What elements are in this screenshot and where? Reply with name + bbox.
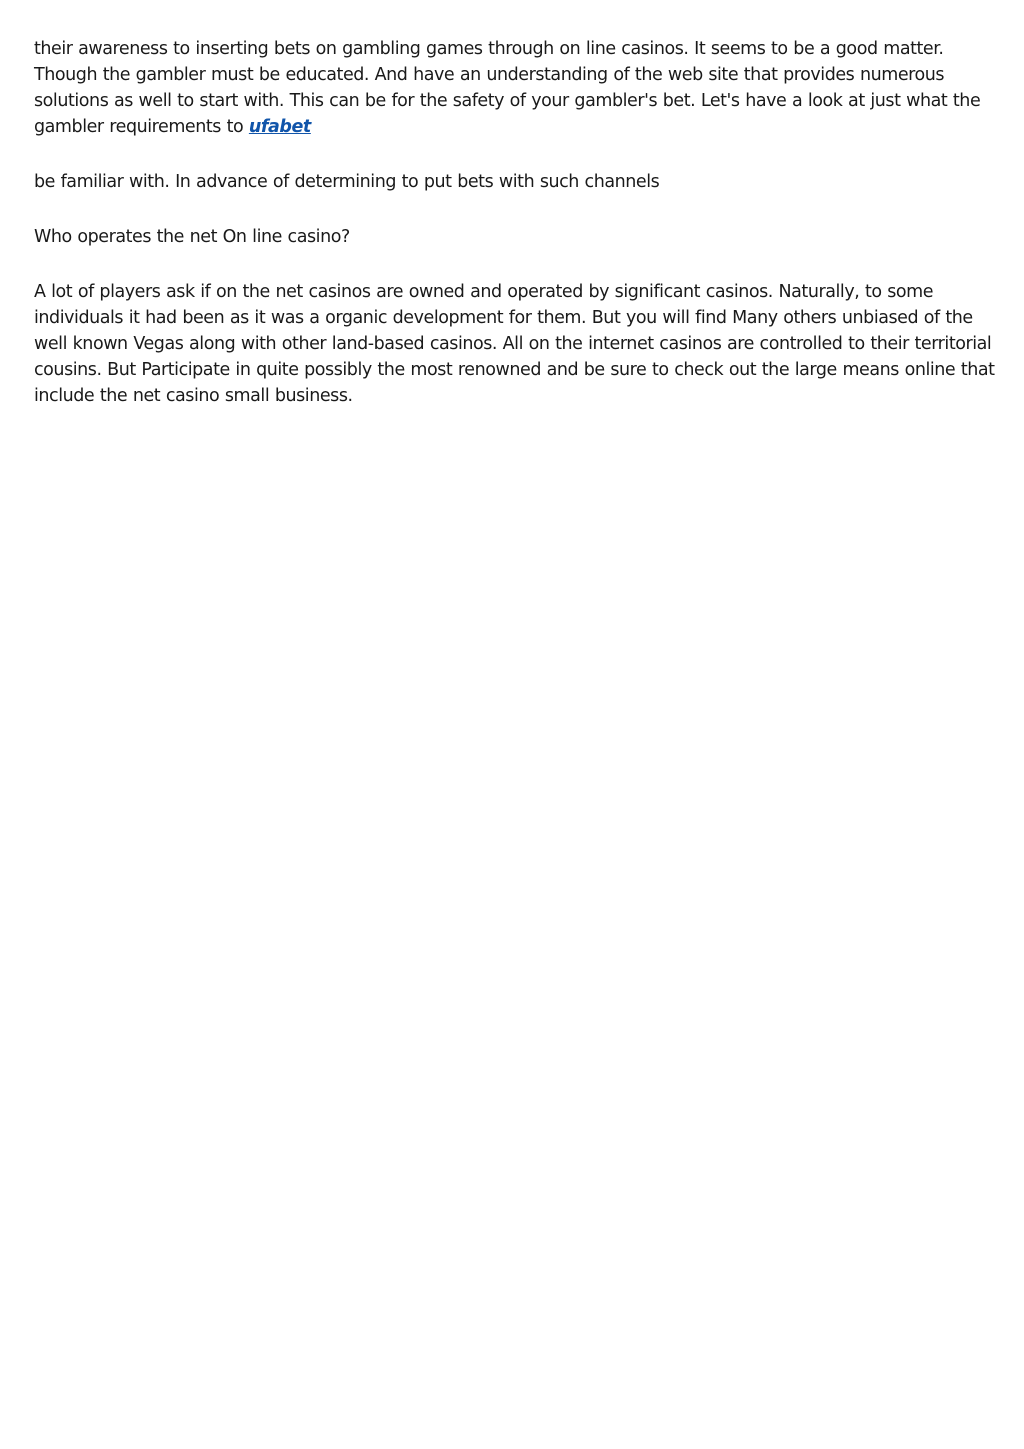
- paragraph-question: Who operates the net On line casino?: [34, 227, 350, 247]
- paragraph-casinos: A lot of players ask if on the net casinos are owned and operated by significant casinos. Naturally, to some individuals it had been as it was a organic development for them. But you will find Many others unbiased of the well known Vegas along with other land-based casinos. All on the internet casinos are controlled to their territorial cousins. But Participate in quite possibly the most renowned and be sure to check out the large means online that include the net casino small business.: [34, 282, 995, 406]
- paragraph-familiar: be familiar with. In advance of determining to put bets with such channels: [34, 172, 660, 192]
- ufabet-link[interactable]: ufabet: [248, 117, 311, 137]
- paragraph-intro-text: their awareness to inserting bets on gambling games through on line casinos. It seems to be a good matter. Though the gambler must be educated. And have an understanding of the web site that provides numerous solutions as well to start with. This can be for the safety of your gambler's bet. Let's have a look at just what the gambler requirements to: [34, 39, 981, 137]
- document-page: [34, 36, 996, 438]
- paragraph-intro: [34, 36, 996, 140]
